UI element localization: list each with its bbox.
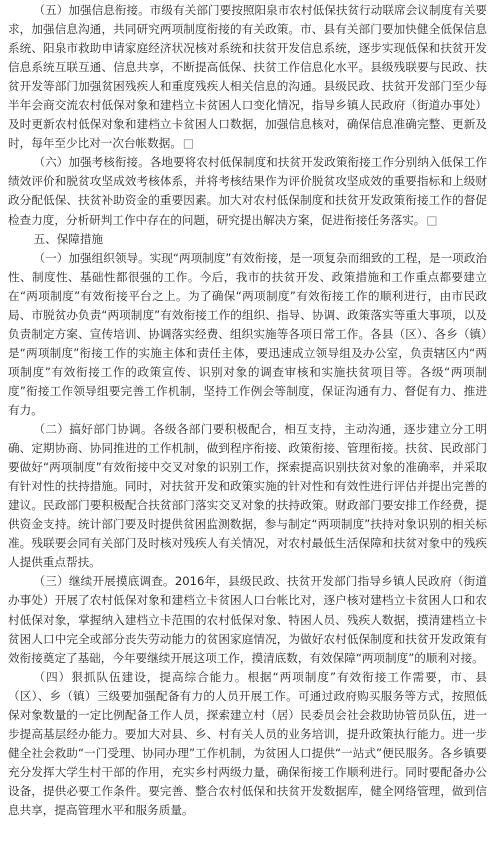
paragraph-department-coordination: [8, 420, 487, 572]
section-heading-safeguards: [8, 230, 487, 249]
paragraph-end-mark: □: [182, 136, 194, 151]
paragraph-info-linkage: [8, 1, 487, 153]
paragraph-end-mark: □: [426, 212, 438, 227]
paragraph-text: （三）继续开展摸底调查。2016年，县级民政、扶贫开发部门指导乡镇人民政府（街道办事处）开展了农村低保对象和建档立卡贫困人口台帐比对，逐户核对建档立卡贫困人口和农村低保对象，掌握纳入建档立卡范围的农村低保对象、特困人员、残疾人数据，摸清建档立卡贫困人口中完全或部分丧失劳动能力的贫困家庭情况，为做好农村低保制度和扶贫开发政策有效衔接奠定了基础，今年要继续开展这项工作，摸清底数，有效保障“两项制度”的顺利对接。: [8, 574, 487, 665]
paragraph-baseline-survey: [8, 572, 487, 667]
paragraph-organization-leadership: [8, 249, 487, 420]
section-heading-text: 五、保障措施: [33, 231, 104, 246]
paragraph-team-building: [8, 668, 487, 820]
paragraph-text: （四）狠抓队伍建设，提高综合能力。根据“两项制度”有效衔接工作需要，市、县（区）、乡（镇）三级要加强配备有力的人员开展工作。可通过政府购买服务等方式，按照低保对象数量的一定比例配备工作人员，探索建立村（居）民委员会社会救助协管员队伍，进一步提高基层经办能力。要加大对县、乡、村有关人员的业务培训，提升政策执行能力。进一步健全社会救助“一门受理、协同办理”工作机制，为贫困人口提供“一站式”便民服务。各乡镇要充分发挥大学生村干部的作用，充实乡村两级力量，确保衔接工作顺利进行。同时要配备办公设备，提供必要工作条件。要完善、整合农村低保和扶贫开发数据库，健全网络管理，做到信息共享，提高管理水平和服务质量。: [8, 669, 487, 817]
paragraph-text: （五）加强信息衔接。市级有关部门要按照阳泉市农村低保扶贫行动联席会议制度有关要求，加强信息沟通，共同研究两项制度衔接的有关政策。市、县有关部门要加快健全低保信息系统、阳泉市救助申请家庭经济状况核对系统和扶贫开发信息系统，逐步实现低保和扶贫开发信息系统互联互通、信息共享，不断提高低保、扶贫工作信息化水平。县级残联要与民政、扶贫开发等部门加强贫困残疾人和重度残疾人相关信息的沟通。县级民政、扶贫开发部门至少每半年会商交流农村低保对象和建档立卡贫困人口变化情况，指导乡镇人民政府（街道办事处）及时更新农村低保对象和建档立卡贫困人口数据，加强信息核对，确保信息准确完整、更新及时，每年至少比对一次台帐数据。: [8, 3, 487, 151]
paragraph-text: （六）加强考核衔接。各地要将农村低保制度和扶贫开发政策衔接工作分别纳入低保工作绩效评价和脱贫攻坚成效考核体系，并将考核结果作为评价脱贫攻坚成效的重要指标和上级财政分配低保、扶贫补助资金的重要因素。加大对农村低保制度和扶贫开发政策衔接工作的督促检查力度，分析研判工作中存在的问题，研究提出解决方案，促进衔接任务落实。: [8, 155, 487, 227]
paragraph-assessment-linkage: [8, 153, 487, 229]
paragraph-text: （一）加强组织领导。实现“两项制度”有效衔接，是一项复杂而细致的工程，是一项政治性、制度性、基础性都很强的工作。今后，我市的扶贫开发、政策措施和工作重点都要建立在“两项制度”有效衔接平台之上。为了确保“两项制度”有效衔接工作的顺利进行，由市民政局、市脱贫办负责“两项制度”有效衔接工作的组织、指导、协调、政策落实等重大事项，以及负责制定方案、宣传培训、协调落实经费、组织实施等各项日常工作。各县（区）、各乡（镇）是“两项制度”衔接工作的实施主体和责任主体，要迅速成立领导组及办公室，负责辖区内“两项制度”有效衔接工作的政策宣传、识别对象的调查审核和实施扶贫项目等。各级“两项制度”衔接工作领导组要完善工作机制，坚持工作例会等制度，保证沟通有力、督促有力、推进有力。: [8, 250, 487, 417]
paragraph-text: （二）搞好部门协调。各级各部门要积极配合，相互支持，主动沟通，逐步建立分工明确、定期协商、协同推进的工作机制，做到程序衔接、政策衔接、管理衔接。扶贫、民政部门要做好“两项制度”有效衔接中交叉对象的识别工作，探索提高识别扶贫对象的准确率，并采取有针对性的扶持措施。同时，对扶贫开发和政策实施的针对性和有效性进行评估并提出完善的建议。民政部门要积极配合扶贫部门落实交叉对象的扶持政策。财政部门要安排工作经费，提供资金支持。统计部门要及时提供贫困监测数据，参与制定“两项制度”扶持对象识别的相关标准。残联要会同有关部门及时核对残疾人有关情况，对农村最低生活保障和扶贫对象中的残疾人提供重点帮扶。: [8, 422, 487, 570]
